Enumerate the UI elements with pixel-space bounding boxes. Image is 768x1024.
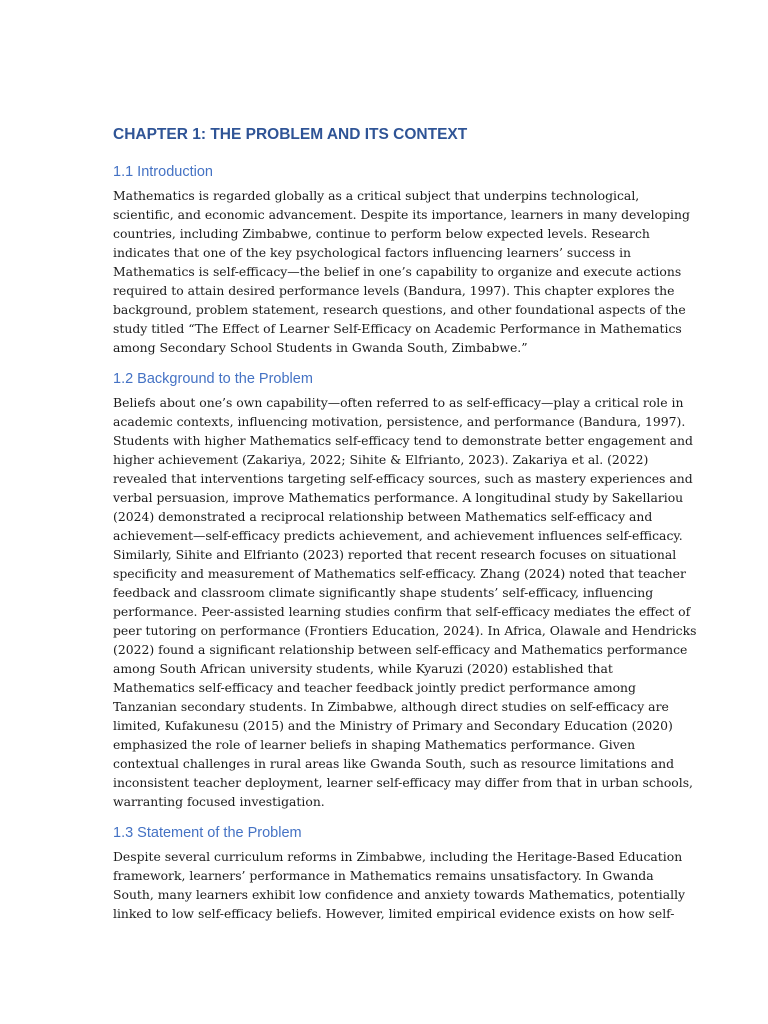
text-line: Mathematics is self-efficacy—the belief in one’s capability to organize and execute actions xyxy=(113,264,682,279)
text-line: feedback and classroom climate significantly shape students’ self-efficacy, influencing xyxy=(113,585,654,600)
text-line: framework, learners’ performance in Mathematics remains unsatisfactory. In Gwanda xyxy=(113,868,654,883)
text-line: revealed that interventions targeting self-efficacy sources, such as mastery experiences and xyxy=(113,471,693,486)
text-line: required to attain desired performance levels (Bandura, 1997). This chapter explores the xyxy=(113,283,675,298)
text-line: among Secondary School Students in Gwanda South, Zimbabwe.” xyxy=(113,340,528,355)
text-line: limited, Kufakunesu (2015) and the Ministry of Primary and Secondary Education (2020) xyxy=(113,718,673,733)
text-line: (2024) demonstrated a reciprocal relationship between Mathematics self-efficacy and xyxy=(113,509,653,524)
document-page xyxy=(113,125,697,935)
text-line: South, many learners exhibit low confidence and anxiety towards Mathematics, potentially xyxy=(113,887,686,902)
text-line: Despite several curriculum reforms in Zimbabwe, including the Heritage-Based Education xyxy=(113,849,683,864)
section-paragraph xyxy=(113,393,697,811)
section-heading: 1.2 Background to the Problem xyxy=(113,371,313,387)
text-line: achievement—self-efficacy predicts achievement, and achievement influences self-efficacy. xyxy=(113,528,683,543)
text-line: study titled “The Effect of Learner Self-Efficacy on Academic Performance in Mathematics xyxy=(113,321,682,336)
text-line: specificity and measurement of Mathematics self-efficacy. Zhang (2024) noted that teacher xyxy=(113,566,686,581)
text-line: linked to low self-efficacy beliefs. However, limited empirical evidence exists on how self- xyxy=(113,906,675,921)
text-line: Students with higher Mathematics self-efficacy tend to demonstrate better engagement and xyxy=(113,433,693,448)
text-line: Tanzanian secondary students. In Zimbabwe, although direct studies on self-efficacy are xyxy=(113,699,669,714)
text-line: Beliefs about one’s own capability—often referred to as self-efficacy—play a critical role in xyxy=(113,395,684,410)
section-paragraph xyxy=(113,186,690,357)
text-line: peer tutoring on performance (Frontiers Education, 2024). In Africa, Olawale and Hendricks xyxy=(113,623,697,638)
text-line: background, problem statement, research questions, and other foundational aspects of the xyxy=(113,302,686,317)
text-line: Mathematics is regarded globally as a critical subject that underpins technological, xyxy=(113,188,640,203)
text-line: higher achievement (Zakariya, 2022; Sihite & Elfrianto, 2023). Zakariya et al. (2022) xyxy=(113,452,649,467)
text-line: verbal persuasion, improve Mathematics performance. A longitudinal study by Sakellariou xyxy=(113,490,684,505)
text-line: performance. Peer-assisted learning studies confirm that self-efficacy mediates the effect of xyxy=(113,604,691,619)
text-line: Similarly, Sihite and Elfrianto (2023) reported that recent research focuses on situational xyxy=(113,547,677,562)
text-line: indicates that one of the key psychological factors influencing learners’ success in xyxy=(113,245,632,260)
section-introduction xyxy=(113,162,690,357)
section-problem-statement xyxy=(113,823,686,923)
text-line: among South African university students, while Kyaruzi (2020) established that xyxy=(113,661,613,676)
text-line: contextual challenges in rural areas like Gwanda South, such as resource limitations and xyxy=(113,756,675,771)
text-line: Mathematics self-efficacy and teacher feedback jointly predict performance among xyxy=(113,680,636,695)
section-paragraph xyxy=(113,847,686,923)
text-line: inconsistent teacher deployment, learner self-efficacy may differ from that in urban schools, xyxy=(113,775,694,790)
chapter-title: CHAPTER 1: THE PROBLEM AND ITS CONTEXT xyxy=(113,126,468,143)
text-line: countries, including Zimbabwe, continue to perform below expected levels. Research xyxy=(113,226,650,241)
text-line: (2022) found a significant relationship between self-efficacy and Mathematics performance xyxy=(113,642,688,657)
text-line: scientific, and economic advancement. Despite its importance, learners in many developing xyxy=(113,207,690,222)
text-line: academic contexts, influencing motivation, persistence, and performance (Bandura, 1997). xyxy=(113,414,686,429)
text-line: emphasized the role of learner beliefs in shaping Mathematics performance. Given xyxy=(113,737,636,752)
section-heading: 1.1 Introduction xyxy=(113,164,213,180)
section-heading: 1.3 Statement of the Problem xyxy=(113,825,302,841)
text-line: warranting focused investigation. xyxy=(113,794,325,809)
section-background xyxy=(113,369,697,811)
